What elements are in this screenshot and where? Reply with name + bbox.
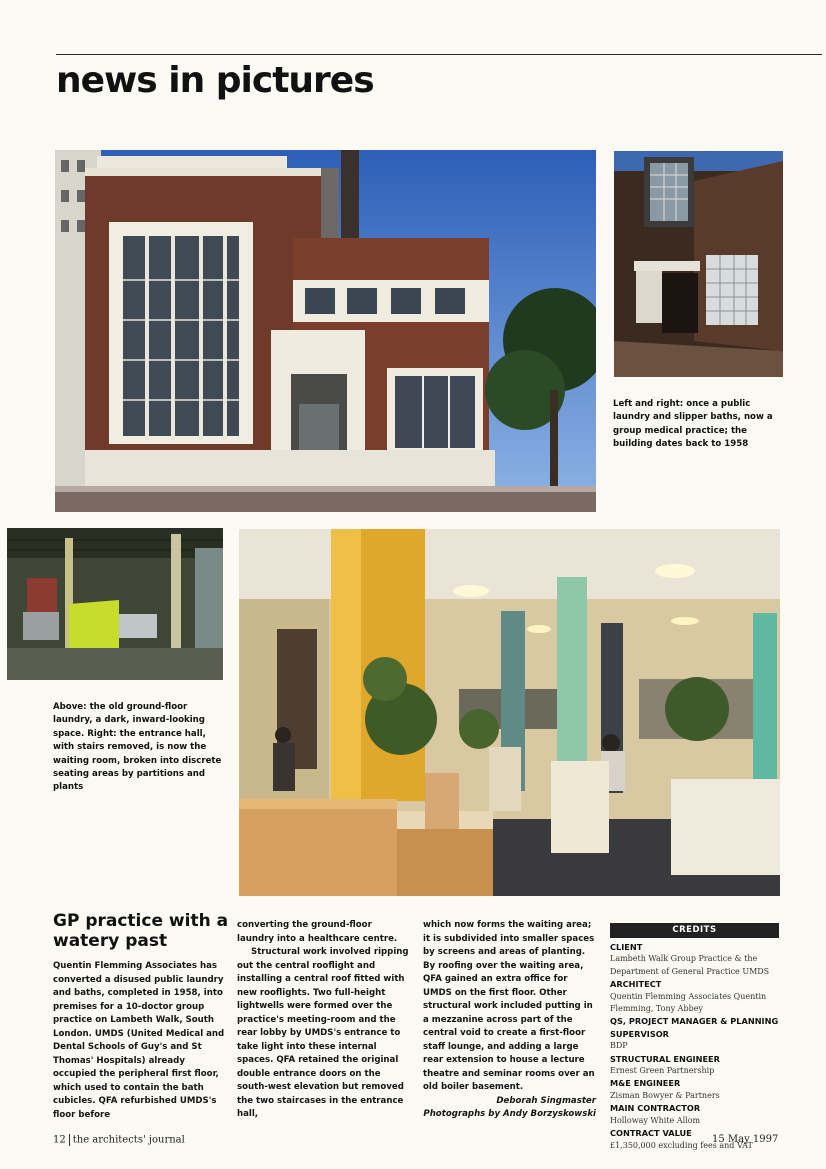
page-number: 12	[53, 1134, 66, 1146]
caption-exterior: Left and right: once a public laundry and slipper baths, now a group medical practice; the building dates back to 1958	[613, 399, 773, 450]
credit-name: Zisman Bowyer & Partners	[610, 1090, 720, 1100]
article-column-3	[423, 919, 596, 1122]
byline-photos: Photographs by Andy Borzyskowski	[423, 1109, 596, 1119]
credits-list	[610, 941, 785, 1152]
photo-old-laundry	[7, 528, 223, 680]
credit-name: Quentin Flemming Associates Quentin Flemming, Tony Abbey	[610, 991, 767, 1014]
article-col1-text: Quentin Flemming Associates has converted a disused public laundry and baths, completed in 1958, into premises for a 10-doctor group practice on Lambeth Walk, South London. UMDS (United Medical and Dental Schools of Guy's and St Thomas' Hospitals) already occupied the peripheral first floor, which used to contain the bath cubicles. QFA refurbished UMDS's floor before	[53, 961, 225, 1120]
caption-waiting-room: Above: the old ground-floor laundry, a dark, inward-looking space. Right: the entrance hall, with stairs removed, is now the waiting room, broken into discrete seating areas by partitions and plants	[53, 702, 222, 793]
article-col2-p2: Structural work involved ripping out the central rooflight and installing a central roof fitted with new rooflights. Two full-height lightwells were formed over the practice's meeting-room and the rear lobby by UMDS's entrance to take light into these internal spaces. QFA retained the original double entrance doors on the south-west elevation but removed the two staircases in the entrance hall,	[237, 947, 409, 1119]
credit-role: CONTRACT VALUE	[610, 1128, 692, 1139]
article-col2-p1: converting the ground-floor laundry into a healthcare centre.	[237, 920, 398, 944]
credit-role: M&E ENGINEER	[610, 1078, 681, 1089]
credit-name: Holloway White Allom	[610, 1115, 701, 1125]
credits-header: CREDITS	[610, 923, 779, 938]
article-column-1	[53, 960, 230, 1122]
footer-divider	[69, 1134, 70, 1146]
issue-date: 15 May 1997	[712, 1134, 779, 1145]
publication-name: the architects' journal	[72, 1134, 185, 1146]
photo-waiting-room	[239, 529, 780, 896]
article-col3-text: which now forms the waiting area; it is subdivided into smaller spaces by screens and areas of planting. By roofing over the waiting area, QFA gained an extra office for UMDS on the first floor. Other structural work included putting in a mezzanine across part of the central void to create a first-floor staff lounge, and adding a large rear extension to house a lecture theatre and seminar rooms over an old boiler basement.	[423, 920, 595, 1092]
credit-role: ARCHITECT	[610, 979, 662, 990]
credit-role: MAIN CONTRACTOR	[610, 1103, 701, 1114]
section-title: news in pictures	[56, 60, 374, 101]
credit-role: STRUCTURAL ENGINEER	[610, 1053, 720, 1064]
credit-name: Ernest Green Partnership	[610, 1066, 715, 1076]
credit-name: £1,350,000 excluding fees and VAT	[610, 1140, 753, 1150]
photo-building-exterior	[55, 150, 596, 512]
article-headline: GP practice with a watery past	[53, 911, 229, 951]
top-rule	[56, 54, 822, 55]
byline-author: Deborah Singmaster	[496, 1095, 596, 1106]
credit-name: BDP	[610, 1041, 628, 1051]
credit-name: Lambeth Walk Group Practice & the Department of General Practice UMDS	[610, 954, 770, 976]
photo-side-passage	[614, 151, 783, 377]
footer-left	[53, 1134, 185, 1146]
credit-role: QS, PROJECT MANAGER & PLANNING SUPERVISOR	[610, 1016, 779, 1039]
credit-role: CLIENT	[610, 942, 643, 952]
article-column-2	[237, 919, 409, 1122]
